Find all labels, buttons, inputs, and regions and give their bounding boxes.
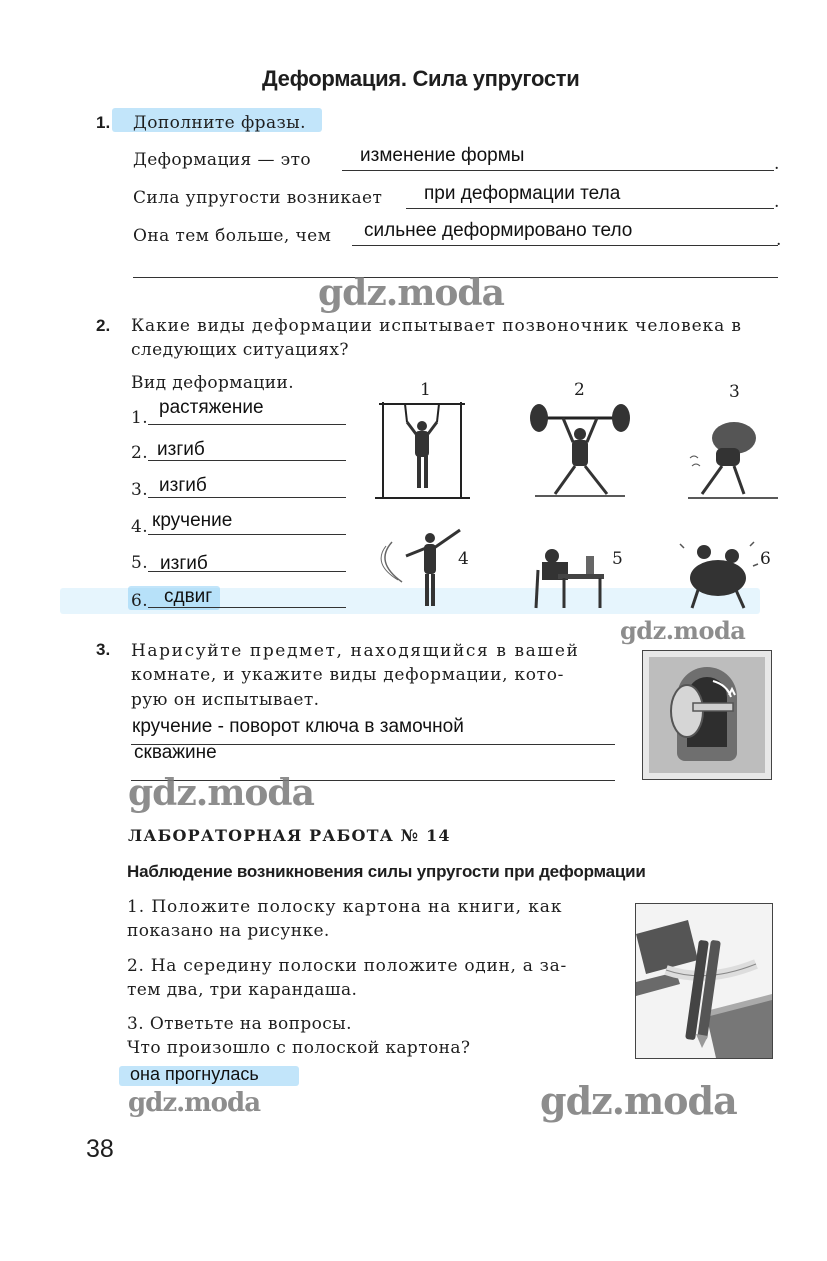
watermark: gdz.moda: [128, 772, 314, 814]
lab-answer[interactable]: она прогнулась: [130, 1064, 259, 1084]
task1-row1-line: [342, 170, 774, 171]
task3-answer-line2[interactable]: скважине: [134, 742, 217, 763]
task1-row1-dot: .: [774, 154, 780, 174]
task1-row1-label: Деформация — это: [133, 150, 312, 170]
task3-prompt-line3: рую он испытывает.: [131, 690, 320, 710]
figure-label-5: 5: [612, 549, 624, 569]
task2-item4-number: 4.: [131, 517, 149, 537]
watermark: gdz.moda: [128, 1088, 261, 1118]
task2-item3-line: [148, 497, 346, 498]
weightlifter-figure: [525, 398, 635, 502]
task1-row2-answer[interactable]: при деформации тела: [424, 183, 621, 204]
watermark: gdz.moda: [620, 616, 746, 645]
gymnast-twist-figure: [372, 524, 470, 612]
task1-row2-dot: .: [774, 192, 780, 212]
figure-label-2: 2: [574, 380, 586, 400]
lab-step1-line2: показано на рисунке.: [127, 921, 330, 941]
task2-prompt-line2: следующих ситуациях?: [131, 340, 349, 360]
task1-row3-label: Она тем больше, чем: [133, 226, 332, 246]
gymnast-rings-figure: [375, 398, 470, 502]
task1-row3-line: [352, 245, 778, 246]
task1-number: 1.: [96, 113, 111, 132]
lab-step2-line1: 2. На середину полоски положите один, а за-: [127, 956, 567, 976]
books-pencils-icon: [636, 904, 772, 1058]
figure-label-4: 4: [458, 549, 470, 569]
wrestlers-figure: [674, 534, 762, 612]
lab-step1-line1: 1. Положите полоску картона на книги, как: [127, 897, 563, 917]
figure-label-1: 1: [420, 380, 432, 400]
page-title: Деформация. Сила упругости: [262, 66, 580, 91]
task3-prompt-line1: Нарисуйте предмет, находящийся в вашей: [131, 641, 580, 661]
lab-step2-line2: тем два, три карандаша.: [127, 980, 358, 1000]
figure-label-6: 6: [760, 549, 772, 569]
task2-item3-answer[interactable]: изгиб: [159, 475, 207, 496]
task3-answer-line1[interactable]: кручение - поворот ключа в замочной: [132, 716, 464, 737]
lab-subtitle: Наблюдение возникновения силы упругости при деформации: [127, 862, 646, 881]
books-cardboard-drawing: [635, 903, 773, 1059]
man-carrying-sack-figure: [682, 408, 782, 504]
lab-step3-line2: Что произошло с полоской картона?: [127, 1038, 471, 1058]
person-at-desk-figure: [528, 540, 608, 612]
key-lock-drawing: [642, 650, 772, 780]
lab-step3-line1: 3. Ответьте на вопросы.: [127, 1014, 352, 1034]
task1-row3-dot: .: [776, 230, 782, 250]
task2-item5-answer[interactable]: изгиб: [160, 553, 208, 574]
task3-number: 3.: [96, 640, 111, 659]
watermark: gdz.moda: [540, 1078, 737, 1123]
task3-prompt-line2: комнате, и укажите виды деформации, кото-: [131, 665, 565, 685]
task1-row3-answer[interactable]: сильнее деформировано тело: [364, 220, 633, 241]
task1-row2-label: Сила упругости возникает: [133, 188, 383, 208]
task2-item6-number: 6.: [131, 591, 149, 611]
key-lock-icon: [643, 651, 771, 779]
task2-item1-answer[interactable]: растяжение: [159, 397, 264, 418]
task2-list-title: Вид деформации.: [131, 373, 295, 393]
watermark: gdz.moda: [318, 272, 504, 314]
task1-row2-line: [406, 208, 774, 209]
task2-item6-answer[interactable]: сдвиг: [164, 586, 213, 607]
figure-label-3: 3: [729, 382, 741, 402]
task2-item4-answer[interactable]: кручение: [152, 510, 233, 531]
task2-item2-answer[interactable]: изгиб: [157, 439, 205, 460]
task2-prompt-line1: Какие виды деформации испытывает позвоночник человека в: [131, 316, 742, 336]
task2-number: 2.: [96, 316, 111, 335]
task2-item2-number: 2.: [131, 443, 149, 463]
task2-item3-number: 3.: [131, 480, 149, 500]
task1-row1-answer[interactable]: изменение формы: [360, 145, 525, 166]
lab-title: ЛАБОРАТОРНАЯ РАБОТА № 14: [128, 826, 451, 845]
page-number: 38: [86, 1135, 114, 1163]
task2-item4-line: [148, 534, 346, 535]
task2-item5-number: 5.: [131, 553, 149, 573]
task1-prompt: Дополните фразы.: [133, 113, 306, 133]
task2-item1-line: [148, 424, 346, 425]
task2-item1-number: 1.: [131, 408, 149, 428]
